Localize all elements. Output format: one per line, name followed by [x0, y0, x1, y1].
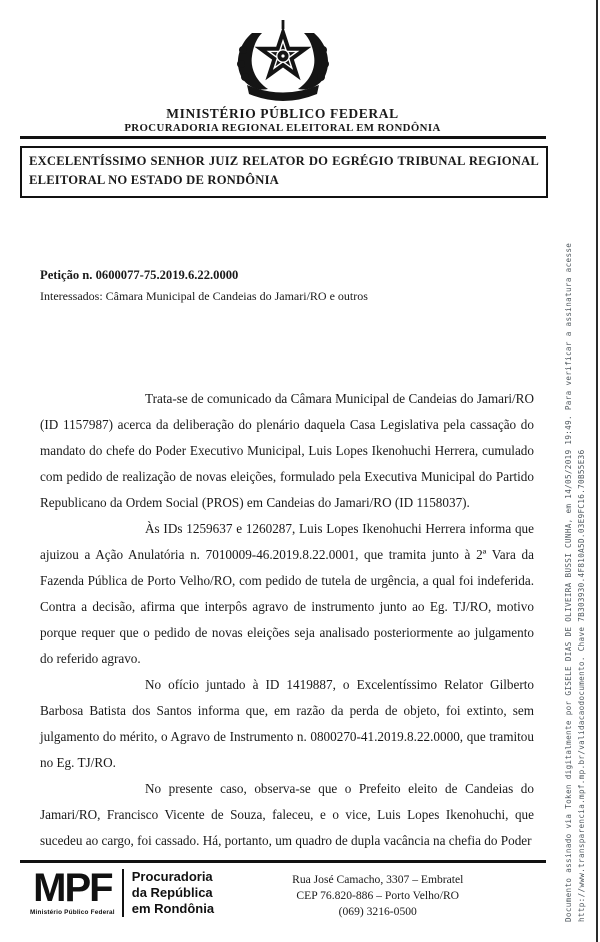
- address-line: (069) 3216-0500: [338, 905, 417, 918]
- interested-parties: Interessados: Câmara Municipal de Candeias do Jamari/RO e outros: [40, 289, 368, 303]
- signature-line: Documento assinado via Token digitalmente por GISELE DIAS DE OLIVEIRA BUSSI CUNHA, em 14/05/2019 19:49. Para verificar a assinatura acesse: [564, 242, 573, 922]
- digital-signature-strip: [562, 16, 594, 922]
- mpf-logo-subtitle: Ministério Público Federal: [30, 909, 115, 916]
- mpf-logo-unit: Procuradoria da República em Rondônia: [131, 869, 215, 916]
- addressee-title-box: EXCELENTÍSSIMO SENHOR JUIZ RELATOR DO EGRÉGIO TRIBUNAL REGIONAL ELEITORAL NO ESTADO DE RONDÔNIA: [20, 146, 548, 198]
- body-paragraph: No ofício juntado à ID 1419887, o Excelentíssimo Relator Gilberto Barbosa Batista dos Santos informa que, em razão da perda de objeto, foi extinto, sem julgamento do mérito, o Agravo de Instrumento n. 0800270-41.2019.8.22.0000, que tramitou no Eg. TJ/RO.: [40, 677, 534, 770]
- body-paragraph: Trata-se de comunicado da Câmara Municipal de Candeias do Jamari/RO (ID 1157987) acerca da deliberação do plenário daquela Casa Legislativa pela cassação do mandato do chefe do Poder Executivo Municipal, Luis Lopes Ikenohuchi Herrera, cumulado com pedido de realização de novas eleições, formulado pela Executiva Municipal do Partido Republicano da Ordem Social (PROS) em Candeias do Jamari/RO (ID 1158037).: [40, 391, 534, 510]
- document-body: [40, 386, 534, 854]
- document-header: [0, 20, 565, 135]
- petition-id-block: [40, 267, 534, 304]
- signature-validation-line: http://www.transparencia.mpf.mp.br/validacaodocumento. Chave 7B303930.4F810A5D.03E9FC16.70B55E36: [577, 449, 586, 922]
- header-divider: [20, 136, 546, 139]
- document-footer: [30, 866, 546, 920]
- ministry-name: MINISTÉRIO PÚBLICO FEDERAL: [166, 106, 399, 121]
- address-line: CEP 76.820-886 – Porto Velho/RO: [296, 889, 460, 902]
- address-line: Rua José Camacho, 3307 – Embratel: [292, 873, 464, 886]
- office-address: [292, 869, 463, 920]
- office-name: PROCURADORIA REGIONAL ELEITORAL EM RONDÔNIA: [124, 122, 441, 134]
- page-edge-line: [596, 0, 598, 942]
- mpf-logo-acronym: MPF: [33, 866, 112, 910]
- body-paragraph: Às IDs 1259637 e 1260287, Luis Lopes Ikenohuchi Herrera informa que ajuizou a Ação Anulatória n. 7010009-46.2019.8.22.0001, que tramita junto à 2ª Vara da Fazenda Pública de Porto Velho/RO, com pedido de tutela de urgência, a qual foi indeferida. Contra a decisão, afirma que interpôs agravo de instrumento junto ao Eg. TJ/RO, motivo porque requer que o pedido de novas eleições seja analisado posteriormente ao julgamento do referido agravo.: [40, 521, 534, 666]
- footer-divider: [20, 860, 546, 863]
- petition-number: Petição n. 0600077-75.2019.6.22.0000: [40, 268, 239, 282]
- body-paragraph: No presente caso, observa-se que o Prefeito eleito de Candeias do Jamari/RO, Francisco Vicente de Souza, faleceu, e o vice, Luis Lopes Ikenohuchi, que sucedeu ao cargo, foi cassado. Há, portanto, um quadro de dupla vacância na chefia do Poder: [40, 781, 534, 848]
- mpf-logo: [30, 866, 215, 917]
- brazil-coat-of-arms-icon: [231, 20, 335, 104]
